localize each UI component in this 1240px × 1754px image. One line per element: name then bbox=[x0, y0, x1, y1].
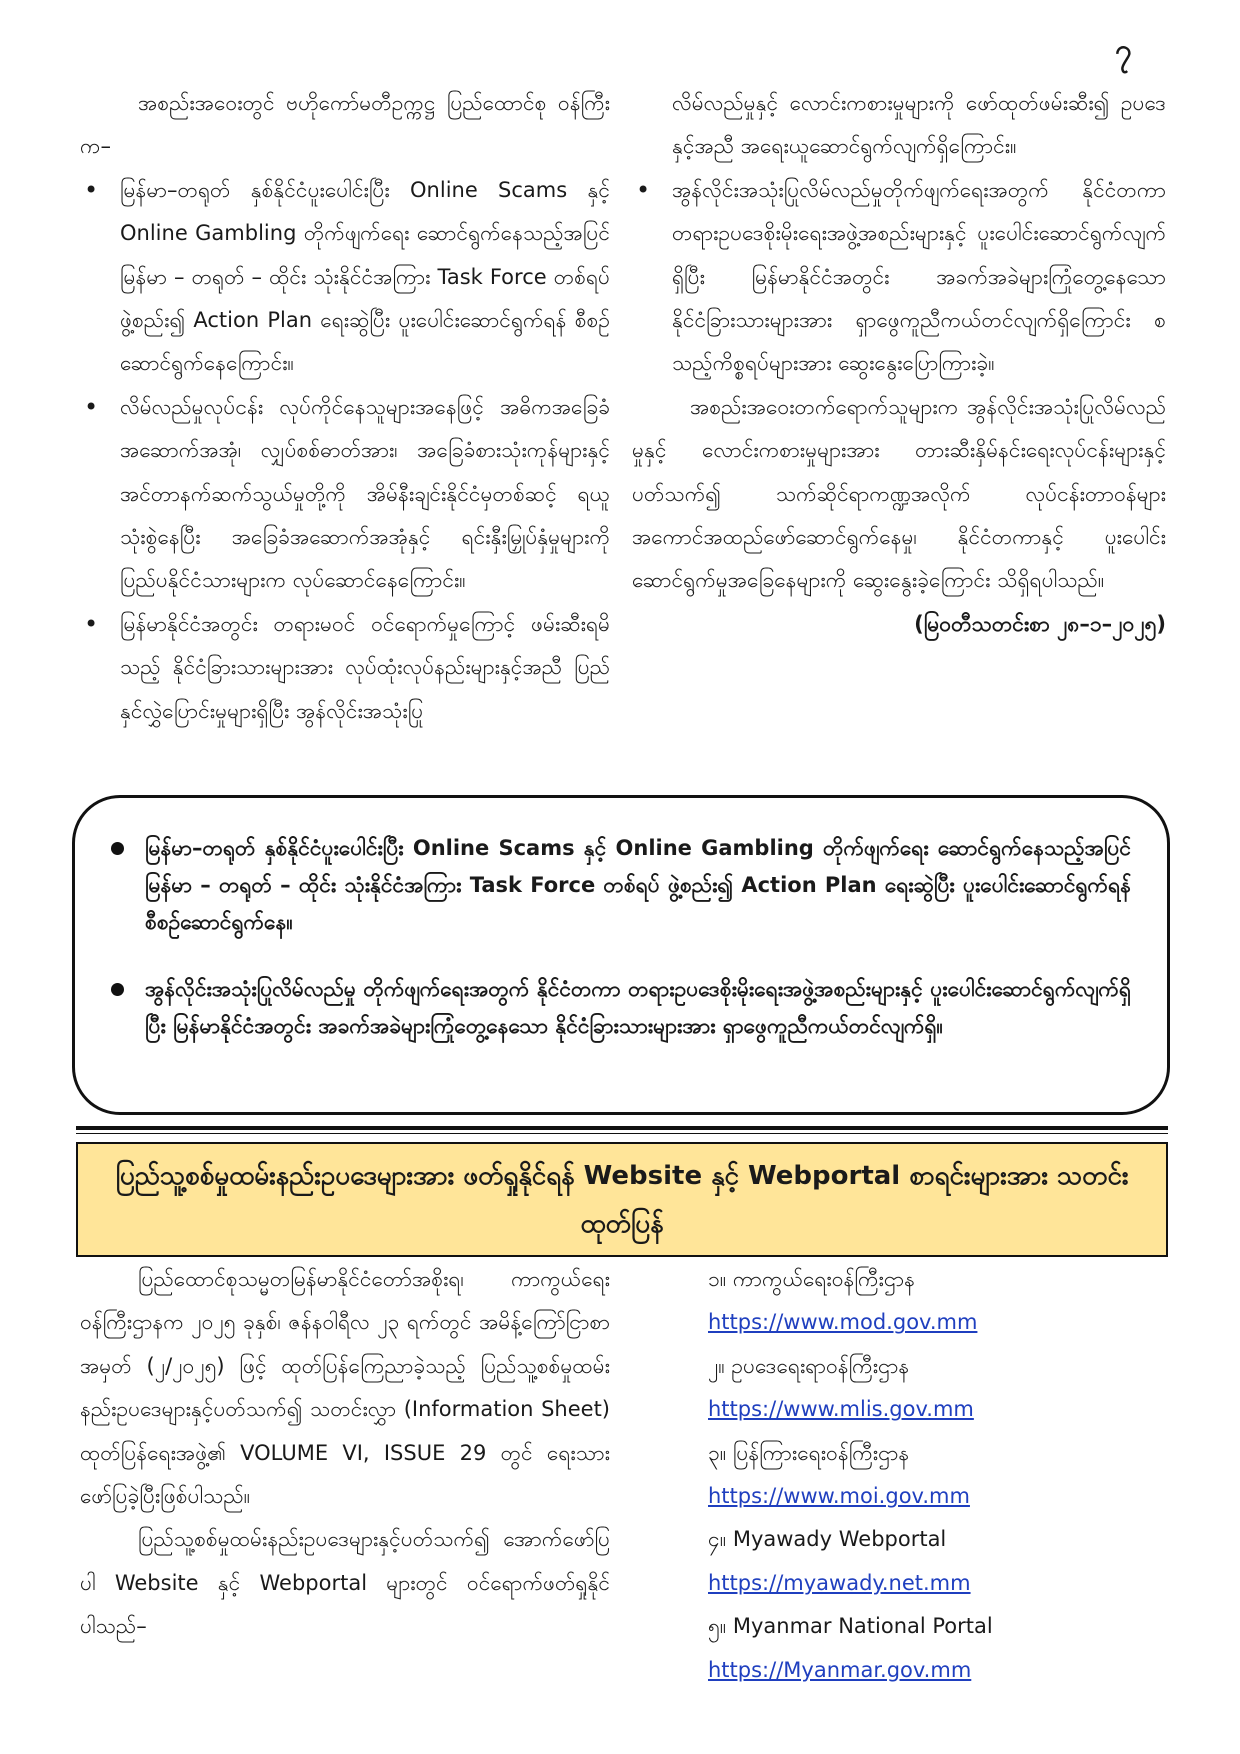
announcement-paragraph: ပြည်သူ့စစ်မှုထမ်းနည်းဥပဒေများနှင့်ပတ်သက်၍ အောက်ဖော်ပြပါ Website နှင့် Webportal များတွင် ဝင်ရောက်ဖတ်ရှုနိုင်ပါသည်– bbox=[80, 1527, 610, 1639]
website-link[interactable]: https://www.moi.gov.mm bbox=[708, 1484, 970, 1509]
link-item-label: ၄။ Myawady Webportal bbox=[708, 1527, 947, 1552]
announcement-paragraph: ပြည်ထောင်စုသမ္မတမြန်မာနိုင်ငံတော်အစိုးရ၊ ကာကွယ်ရေးဝန်ကြီးဌာနက ၂၀၂၅ ခုနှစ်၊ ဇန်နဝါရီလ ၂၃ ရက်တွင် အမိန့်ကြော်ငြာစာအမှတ် (၂/၂၀၂၅) ဖြင့် ထုတ်ပြန်ကြေညာခဲ့သည့် ပြည်သူ့စစ်မှုထမ်းနည်းဥပဒေများနှင့်ပတ်သက်၍ သတင်းလွှာ (Information Sheet) ထုတ်ပြန်ရေးအဖွဲ့၏ VOLUME VI, ISSUE 29 တွင် ရေးသားဖော်ပြခဲ့ပြီးဖြစ်ပါသည်။ bbox=[80, 1267, 610, 1509]
banner-title: ပြည်သူ့စစ်မှုထမ်းနည်းဥပဒေများအား ဖတ်ရှုနိုင်ရန် Website နှင့် Webportal စာရင်းများအား သတင်းထုတ်ပြန် bbox=[115, 1160, 1129, 1239]
website-link[interactable]: https://www.mod.gov.mm bbox=[708, 1310, 978, 1335]
right-closing-paragraph: အစည်းအဝေးတက်ရောက်သူများက အွန်လိုင်းအသုံးပြုလိမ်လည်မှုနှင့် လောင်းကစားမှုများအား တားဆီးနှိမ်နင်းရေးလုပ်ငန်းများနှင့်ပတ်သက်၍ သက်ဆိုင်ရာကဏ္ဍအလိုက် လုပ်ငန်းတာဝန်များ အကောင်အထည်ဖော်ဆောင်ရွက်နေမှု၊ နိုင်ငံတကာနှင့် ပူးပေါင်းဆောင်ရွက်မှုအခြေနေများကို ဆွေးနွေးခဲ့ကြောင်း သိရှိရပါသည်။ bbox=[632, 394, 1166, 593]
right-continuation: လိမ်လည်မှုနှင့် လောင်းကစားမှုများကို ဖော်ထုတ်ဖမ်းဆီး၍ ဥပဒေနှင့်အညီ အရေးယူဆောင်ရွက်လျက်ရှိကြောင်း။ bbox=[672, 91, 1166, 159]
section-banner bbox=[76, 1142, 1168, 1257]
section-divider bbox=[76, 1126, 1168, 1130]
summary-item: အွန်လိုင်းအသုံးပြုလိမ်လည်မှု တိုက်ဖျက်ရေးအတွက် နိုင်ငံတကာ တရားဥပဒေစိုးမိုးရေးအဖွဲ့အစည်းများနှင့် ပူးပေါင်းဆောင်ရွက်လျက်ရှိပြီး မြန်မာနိုင်ငံအတွင်း အခက်အခဲများကြုံတွေ့နေသော နိုင်ငံခြားသားများအား ရှာဖွေကူညီကယ်တင်လျက်ရှိ။ bbox=[111, 971, 1131, 1045]
summary-list bbox=[111, 830, 1131, 1045]
right-bullet-list bbox=[632, 169, 1166, 386]
right-column bbox=[632, 82, 1166, 646]
left-bullet-item: • မြန်မာနိုင်ငံအတွင်း တရားမဝင် ဝင်ရောက်မှုကြောင့် ဖမ်းဆီးရမိသည့် နိုင်ငံခြားသားများအား လုပ်ထုံးလုပ်နည်းများနှင့်အညီ ပြည်နှင်လွှဲပြောင်းမှုများရှိပြီး အွန်လိုင်းအသုံးပြု bbox=[80, 603, 610, 733]
website-link[interactable]: https://myawady.net.mm bbox=[708, 1570, 971, 1595]
website-link[interactable]: https://www.mlis.gov.mm bbox=[708, 1397, 974, 1422]
page-number: ၇ bbox=[1115, 33, 1132, 68]
summary-box bbox=[72, 795, 1170, 1115]
news-source: (မြဝတီသတင်းစာ ၂၈–၁–၂၀၂၅) bbox=[914, 611, 1166, 636]
announcement-column bbox=[80, 1258, 610, 1649]
right-bullet-item: • အွန်လိုင်းအသုံးပြုလိမ်လည်မှုတိုက်ဖျက်ရေးအတွက် နိုင်ငံတကာ တရားဥပဒေစိုးမိုးရေးအဖွဲ့အစည်းများနှင့် ပူးပေါင်းဆောင်ရွက်လျက်ရှိပြီး မြန်မာနိုင်ငံအတွင်း အခက်အခဲများကြုံတွေ့နေသော နိုင်ငံခြားသားများအား ရှာဖွေကူညီကယ်တင်လျက်ရှိကြောင်း စသည့်ကိစ္စရပ်များအား ဆွေးနွေးပြောကြားခဲ့။ bbox=[632, 169, 1166, 386]
link-item-label: ၁။ ကာကွယ်ရေးဝန်ကြီးဌာန bbox=[708, 1267, 915, 1291]
link-item-label: ၂။ ဥပဒေရေးရာဝန်ကြီးဌာန bbox=[708, 1353, 910, 1378]
link-item-label: ၃။ ပြန်ကြားရေးဝန်ကြီးဌာန bbox=[708, 1440, 910, 1465]
link-item-label: ၅။ Myanmar National Portal bbox=[708, 1614, 993, 1639]
section-divider-thin bbox=[76, 1133, 1168, 1134]
summary-item: မြန်မာ–တရုတ် နှစ်နိုင်ငံပူးပေါင်းပြီး Online Scams နှင့် Online Gambling တိုက်ဖျက်ရေး ဆောင်ရွက်နေသည့်အပြင် မြန်မာ – တရုတ် – ထိုင်း သုံးနိုင်ငံအကြား Task Force တစ်ရပ် ဖွဲ့စည်း၍ Action Plan ရေးဆွဲပြီး ပူးပေါင်းဆောင်ရွက်ရန် စီစဉ်ဆောင်ရွက်နေ။ bbox=[111, 830, 1131, 941]
left-intro: အစည်းအဝေးတွင် ဗဟိုကော်မတီဥက္ကဋ္ဌ ပြည်ထောင်စု ဝန်ကြီးက– bbox=[80, 91, 610, 159]
left-column bbox=[80, 82, 610, 733]
left-bullet-item: • မြန်မာ–တရုတ် နှစ်နိုင်ငံပူးပေါင်းပြီး Online Scams နှင့် Online Gambling တိုက်ဖျက်ရေး ဆောင်ရွက်နေသည့်အပြင် မြန်မာ – တရုတ် – ထိုင်း သုံးနိုင်ငံအကြား Task Force တစ်ရပ် ဖွဲ့စည်း၍ Action Plan ရေးဆွဲပြီး ပူးပေါင်းဆောင်ရွက်ရန် စီစဉ်ဆောင်ရွက်နေကြောင်း။ bbox=[80, 169, 610, 386]
left-bullet-list bbox=[80, 169, 610, 733]
left-bullet-item: • လိမ်လည်မှုလုပ်ငန်း လုပ်ကိုင်နေသူများအနေဖြင့် အဓိကအခြေခံအဆောက်အအုံ၊ လျှပ်စစ်ဓာတ်အား၊ အခြေခံစားသုံးကုန်များနှင့် အင်တာနက်ဆက်သွယ်မှုတို့ကို အိမ်နီးချင်းနိုင်ငံမှတစ်ဆင့် ရယူသုံးစွဲနေပြီး အခြေခံအဆောက်အအုံနှင့် ရင်းနှီးမြှုပ်နှံမှုများကို ပြည်ပနိုင်ငံသားများက လုပ်ဆောင်နေကြောင်း။ bbox=[80, 386, 610, 603]
website-link-list bbox=[708, 1258, 1168, 1692]
website-link[interactable]: https://Myanmar.gov.mm bbox=[708, 1657, 972, 1682]
